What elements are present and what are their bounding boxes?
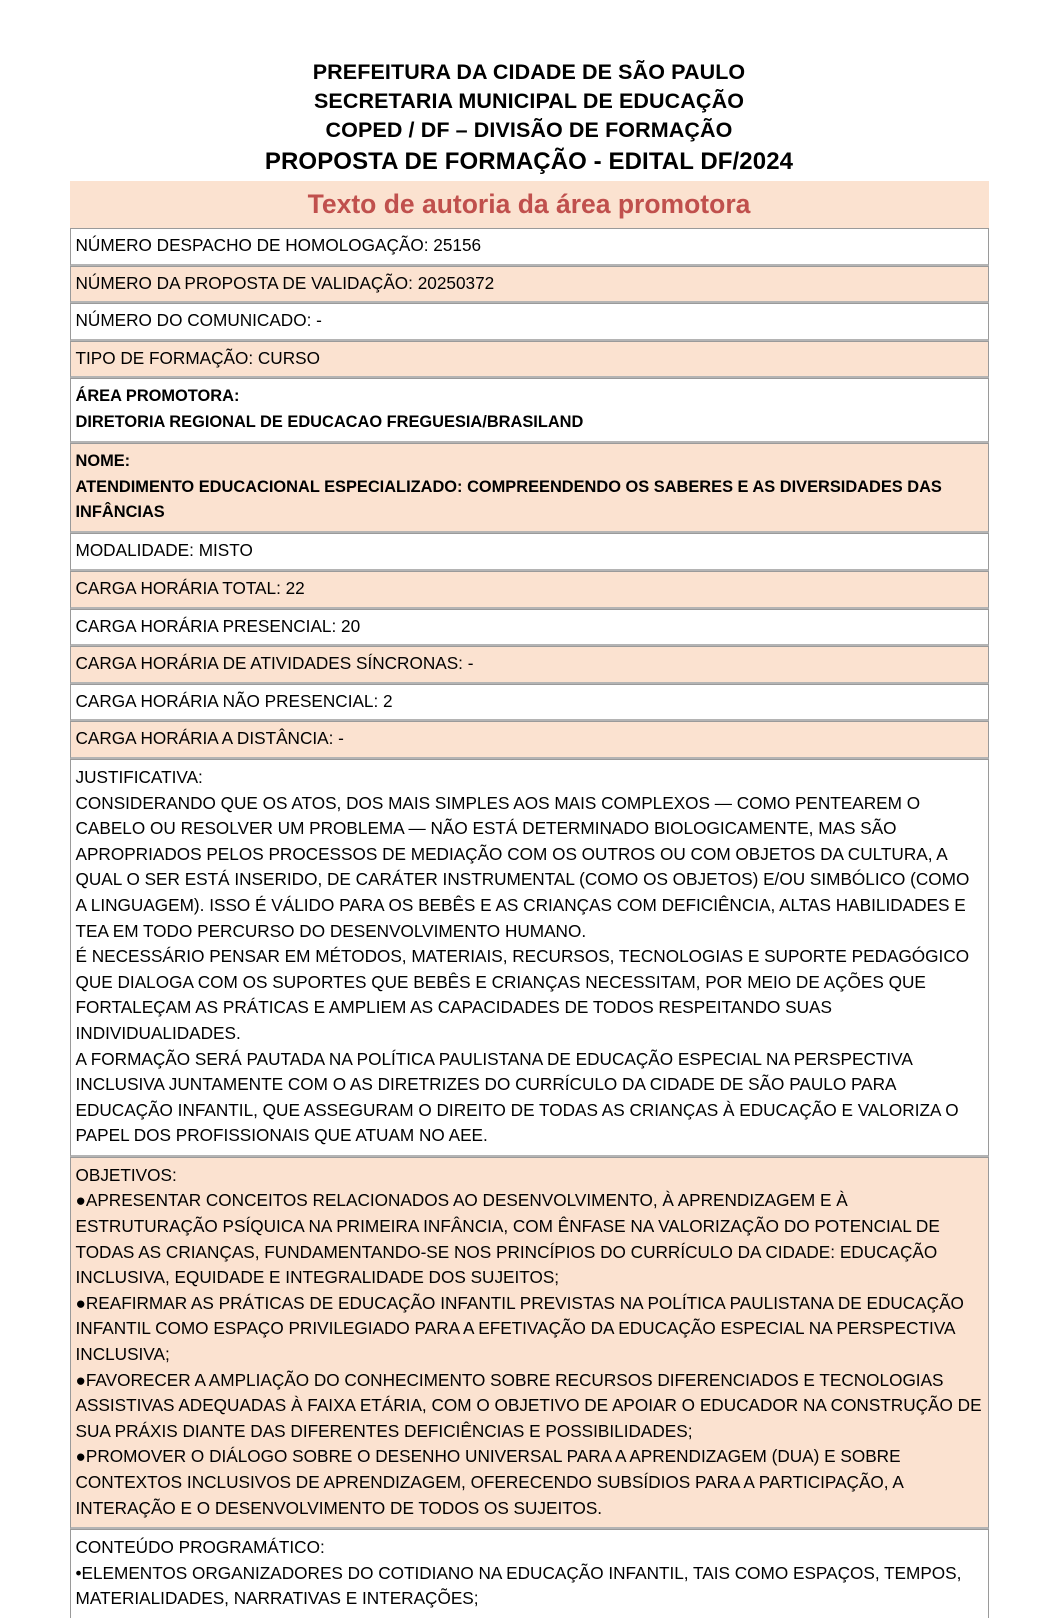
justificativa-paragraph: A FORMAÇÃO SERÁ PAUTADA NA POLÍTICA PAULISTANA DE EDUCAÇÃO ESPECIAL NA PERSPECTIVA INCLUSIVA JUNTAMENTE COM O AS DIRETRIZES DO CURRÍCULO DA CIDADE DE SÃO PAULO PARA EDUCAÇÃO INFANTIL, QUE ASSEGURAM O DIREITO DE TODAS AS CRIANÇAS À EDUCAÇÃO E VALORIZA O PAPEL DOS PROFISSIONAIS QUE ATUAM NO AEE. <box>75 1048 959 1146</box>
row-carga-total: CARGA HORÁRIA TOTAL: 22 <box>70 571 989 609</box>
header-line-1: PREFEITURA DA CIDADE DE SÃO PAULO <box>312 60 746 84</box>
row-despacho-homologacao: NÚMERO DESPACHO DE HOMOLOGAÇÃO: 25156 <box>70 228 989 266</box>
header-line-4: PROPOSTA DE FORMAÇÃO - EDITAL DF/2024 <box>264 148 794 175</box>
nome-value: ATENDIMENTO EDUCACIONAL ESPECIALIZADO: COMPREENDENDO OS SABERES E AS DIVERSIDADES DAS INFÂNCIAS <box>75 477 942 521</box>
document-header <box>0 0 1058 178</box>
row-comunicado: NÚMERO DO COMUNICADO: - <box>70 303 989 341</box>
justificativa-paragraph: É NECESSÁRIO PENSAR EM MÉTODOS, MATERIAIS, RECURSOS, TECNOLOGIAS E SUPORTE PEDAGÓGICO QUE DIALOGA COM OS SUPORTES QUE BEBÊS E CRIANÇAS NECESSITAM, POR MEIO DE AÇÕES QUE FORTALEÇAM AS PRÁTICAS E AMPLIEM AS CAPACIDADES DE TODOS RESPEITANDO SUAS INDIVIDUALIDADES. <box>75 946 970 1043</box>
conteudo-label: CONTEÚDO PROGRAMÁTICO: <box>75 1537 325 1558</box>
header-line-2: SECRETARIA MUNICIPAL DE EDUCAÇÃO <box>313 89 745 113</box>
objetivos-label: OBJETIVOS: <box>75 1164 177 1185</box>
row-modalidade: MODALIDADE: MISTO <box>70 533 989 571</box>
justificativa-label: JUSTIFICATIVA: <box>75 766 203 787</box>
objetivos-item: ●APRESENTAR CONCEITOS RELACIONADOS AO DESENVOLVIMENTO, À APRENDIZAGEM E À ESTRUTURAÇÃO PSÍQUICA NA PRIMEIRA INFÂNCIA, COM ÊNFASE NA VALORIZAÇÃO DO POTENCIAL DE TODAS AS CRIANÇAS, FUNDAMENTANDO-SE NOS PRINCÍPIOS DO CURRÍCULO DA CIDADE: EDUCAÇÃO INCLUSIVA, EQUIDADE E INTEGRALIDADE DOS SUJEITOS; <box>75 1190 940 1288</box>
justificativa-paragraph: CONSIDERANDO QUE OS ATOS, DOS MAIS SIMPLES AOS MAIS COMPLEXOS — COMO PENTEAREM O CABELO OU RESOLVER UM PROBLEMA — NÃO ESTÁ DETERMINADO BIOLOGICAMENTE, MAS SÃO APROPRIADOS PELOS PROCESSOS DE MEDIAÇÃO COM OS OUTROS OU COM OBJETOS DA CULTURA, A QUAL O SER ESTÁ INSERIDO, DE CARÁTER INSTRUMENTAL (COMO OS OBJETOS) E/OU SIMBÓLICO (COMO A LINGUAGEM). ISSO É VÁLIDO PARA OS BEBÊS E AS CRIANÇAS COM DEFICIÊNCIA, ALTAS HABILIDADES E TEA EM TODO PERCURSO DO DESENVOLVIMENTO HUMANO. <box>75 792 970 941</box>
header-line-3: COPED / DF – DIVISÃO DE FORMAÇÃO <box>325 118 733 142</box>
row-proposta-validacao: NÚMERO DA PROPOSTA DE VALIDAÇÃO: 20250372 <box>70 266 989 304</box>
row-tipo-formacao: TIPO DE FORMAÇÃO: CURSO <box>70 341 989 379</box>
row-carga-distancia: CARGA HORÁRIA A DISTÂNCIA: - <box>70 721 989 759</box>
objetivos-item: ●FAVORECER A AMPLIAÇÃO DO CONHECIMENTO SOBRE RECURSOS DIFERENCIADOS E TECNOLOGIAS ASSISTIVAS ADEQUADAS À FAIXA ETÁRIA, COM O OBJETIVO DE APOIAR O EDUCADOR NA CONSTRUÇÃO DE SUA PRÁXIS DIANTE DAS DIFERENTES DEFICIÊNCIAS E POSSIBILIDADES; <box>75 1369 982 1441</box>
row-justificativa <box>70 759 989 1157</box>
objetivos-item: ●PROMOVER O DIÁLOGO SOBRE O DESENHO UNIVERSAL PARA A APRENDIZAGEM (DUA) E SOBRE CONTEXTOS INCLUSIVOS DE APRENDIZAGEM, OFERECENDO SUBSÍDIOS PARA A PARTICIPAÇÃO, A INTERAÇÃO E O DESENVOLVIMENTO DE TODOS OS SUJEITOS. <box>75 1446 903 1518</box>
proposal-table <box>70 228 989 1618</box>
area-promotora-value: DIRETORIA REGIONAL DE EDUCACAO FREGUESIA/BRASILAND <box>75 412 584 431</box>
row-carga-sincronas: CARGA HORÁRIA DE ATIVIDADES SÍNCRONAS: - <box>70 646 989 684</box>
row-conteudo-programatico <box>70 1529 989 1618</box>
authorship-banner: Texto de autoria da área promotora <box>70 181 989 228</box>
row-nome <box>70 443 989 533</box>
row-carga-nao-presencial: CARGA HORÁRIA NÃO PRESENCIAL: 2 <box>70 684 989 722</box>
nome-label: NOME: <box>75 452 131 471</box>
row-area-promotora <box>70 378 989 443</box>
row-carga-presencial: CARGA HORÁRIA PRESENCIAL: 20 <box>70 609 989 647</box>
row-objetivos <box>70 1157 989 1529</box>
area-promotora-label: ÁREA PROMOTORA: <box>75 387 240 406</box>
objetivos-item: ●REAFIRMAR AS PRÁTICAS DE EDUCAÇÃO INFANTIL PREVISTAS NA POLÍTICA PAULISTANA DE EDUCAÇÃO INFANTIL COMO ESPAÇO PRIVILEGIADO PARA A EFETIVAÇÃO DA EDUCAÇÃO ESPECIAL NA PERSPECTIVA INCLUSIVA; <box>75 1292 964 1365</box>
conteudo-item: •ELEMENTOS ORGANIZADORES DO COTIDIANO NA EDUCAÇÃO INFANTIL, TAIS COMO ESPAÇOS, TEMPOS, MATERIALIDADES, NARRATIVAS E INTERAÇÕES; <box>75 1562 962 1609</box>
